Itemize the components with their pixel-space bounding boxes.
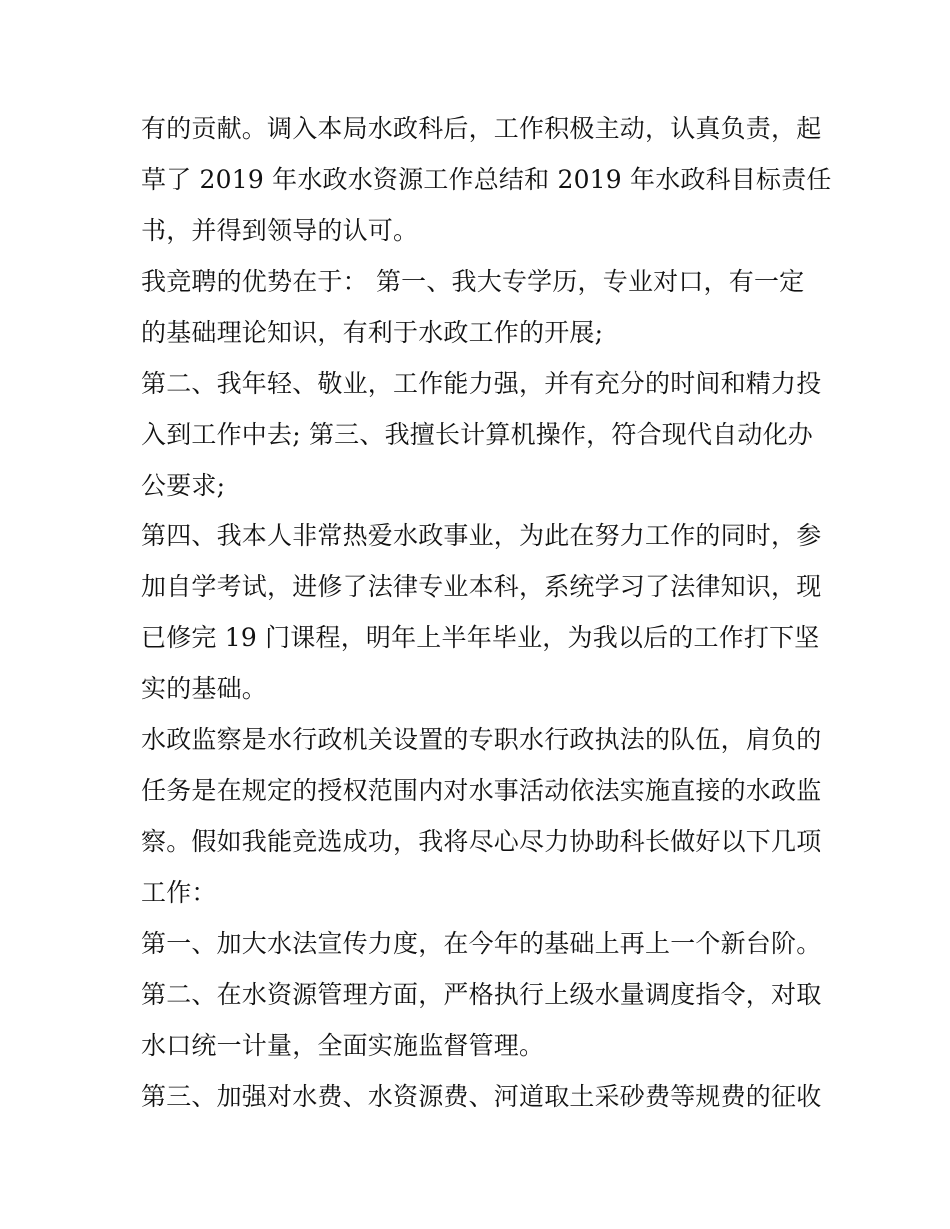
text-line: 任务是在规定的授权范围内对水事活动依法实施直接的水政监 [141, 776, 822, 805]
text-line: 工作： [141, 878, 217, 907]
text-line: 水口统一计量，全面实施监督管理。 [141, 1031, 545, 1060]
text-line: 第四、我本人非常热爱水政事业，为此在努力工作的同时，参 [141, 521, 822, 550]
text-line: 我竞聘的优势在于： 第一、我大专学历，专业对口，有一定 [141, 267, 805, 296]
text-line: 公要求; [141, 471, 226, 500]
text-line: 第二、我年轻、敬业，工作能力强，并有充分的时间和精力投 [141, 369, 822, 398]
text-line: 第二、在水资源管理方面，严格执行上级水量调度指令，对取 [141, 980, 822, 1009]
text-line: 实的基础。 [141, 674, 268, 703]
text-line: 入到工作中去; 第三、我擅长计算机操作，符合现代自动化办 [141, 420, 813, 449]
text-line: 察。假如我能竞选成功，我将尽心尽力协助科长做好以下几项 [141, 827, 822, 856]
text-line: 第一、加大水法宣传力度，在今年的基础上再上一个新台阶。 [141, 929, 822, 958]
text-line: 加自学考试，进修了法律专业本科，系统学习了法律知识，现 [141, 572, 822, 601]
text-line: 有的贡献。调入本局水政科后，工作积极主动，认真负责，起 [141, 114, 822, 143]
text-line: 水政监察是水行政机关设置的专职水行政执法的队伍，肩负的 [141, 725, 822, 754]
text-line: 书，并得到领导的认可。 [141, 216, 419, 245]
text-line: 的基础理论知识，有利于水政工作的开展; [141, 318, 604, 347]
text-line: 已修完 19 门课程，明年上半年毕业，为我以后的工作打下坚 [141, 623, 820, 652]
text-line: 第三、加强对水费、水资源费、河道取土采砂费等规费的征收 [141, 1082, 822, 1111]
text-line: 草了 2019 年水政水资源工作总结和 2019 年水政科目标责任 [141, 165, 832, 194]
